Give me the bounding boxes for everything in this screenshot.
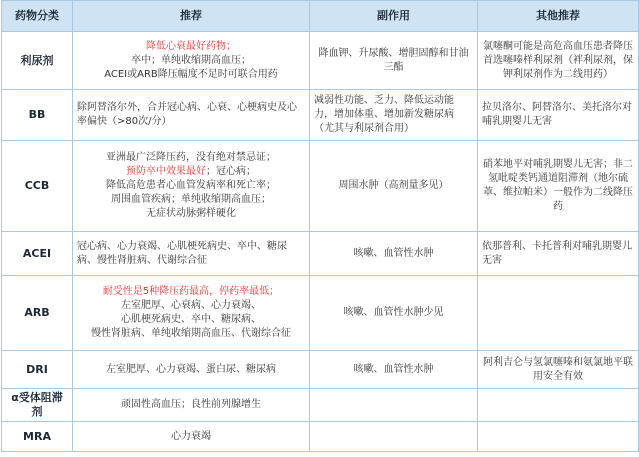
category-bb: BB [2, 90, 73, 141]
category-mra: MRA [2, 422, 73, 452]
side-effect-cell: 周围水肿（高剂量多见） [310, 141, 478, 232]
table-row [2, 351, 639, 389]
drug-table [1, 0, 639, 452]
header-side-effect: 副作用 [310, 1, 478, 32]
table-row [2, 232, 639, 276]
recommend-line: 心肌梗死病史、卒中、糖尿病、 [121, 314, 261, 325]
category-acei: ACEI [2, 232, 73, 276]
table-row [2, 276, 639, 351]
side-effect-cell: 咳嗽、血管性水肿 [310, 351, 478, 389]
recommend-cell: 左室肥厚、心力衰竭、蛋白尿、糖尿病 [73, 351, 310, 389]
recommend-cell: 顽固性高血压；良性前列腺增生 [73, 389, 310, 422]
recommend-cell: 冠心病、心力衰竭、心肌梗死病史、卒中、糖尿病、慢性肾脏病、代谢综合征 [73, 232, 310, 276]
recommend-line: 慢性肾脏病、单纯收缩期高血压、代谢综合征 [91, 328, 291, 339]
table-row [2, 32, 639, 90]
recommend-highlight: 耐受性是5种降压药最高，停药率最低； [102, 286, 280, 297]
recommend-line: 无症状动脉粥样硬化 [146, 208, 236, 219]
side-effect-cell [310, 422, 478, 452]
category-diuretic: 利尿剂 [2, 32, 73, 90]
category-arb: ARB [2, 276, 73, 351]
category-ccb: CCB [2, 141, 73, 232]
recommend-cell [73, 141, 310, 232]
table-row [2, 90, 639, 141]
recommend-highlight: 降低心衰最好药物； [146, 40, 236, 52]
other-cell: 硝苯地平对哺乳期婴儿无害；非二氢吡啶类钙通道阻滞剂（地尔硫䓬、维拉帕米）一般作为二线降压药 [478, 141, 639, 232]
table-row [2, 389, 639, 422]
side-effect-cell: 减弱性功能、乏力、降低运动能力，增加体重、增加新发糖尿病（尤其与利尿剂合用） [310, 90, 478, 141]
side-effect-cell: 降血钾、升尿酸、增胆固醇和甘油三酯 [310, 32, 478, 90]
other-cell [478, 422, 639, 452]
header-category: 药物分类 [2, 1, 73, 32]
recommend-line: 左室肥厚、心衰病、心力衰竭、 [121, 300, 261, 311]
side-effect-cell: 咳嗽、血管性水肿 [310, 232, 478, 276]
recommend-line: 周围血管疾病；单纯收缩期高血压； [111, 194, 271, 205]
category-dri: DRI [2, 351, 73, 389]
other-cell: 阿利吉仑与氢氯噻嗪和氨氯地平联用安全有效 [478, 351, 639, 389]
table-row [2, 141, 639, 232]
table-row [2, 422, 639, 452]
recommend-line: 卒中；单纯收缩期高血压； [131, 54, 251, 66]
recommend-cell [73, 32, 310, 90]
header-recommend: 推荐 [73, 1, 310, 32]
recommend-line: 降低高危患者心血管发病率和死亡率； [106, 180, 276, 191]
category-alpha-blocker: α受体阻滞剂 [2, 389, 73, 422]
header-row [2, 1, 639, 32]
header-other: 其他推荐 [478, 1, 639, 32]
recommend-highlight: 预防卒中效果最好 [126, 166, 206, 177]
recommend-cell: 除阿替洛尔外，合并冠心病、心衰、心梗病史及心率偏快（>80次/分） [73, 90, 310, 141]
other-cell [478, 389, 639, 422]
other-cell: 拉贝洛尔、阿替洛尔、美托洛尔对哺乳期婴儿无害 [478, 90, 639, 141]
other-cell: 氯噻酮可能是高危高血压患者降压首选噻嗪样利尿剂（袢利尿剂，保钾利尿剂作为二线用药） [478, 32, 639, 90]
other-cell: 依那普利、卡托普利对哺乳期婴儿无害 [478, 232, 639, 276]
side-effect-cell: 咳嗽、血管性水肿少见 [310, 276, 478, 351]
recommend-line-rest: ；冠心病； [206, 166, 256, 177]
recommend-cell [73, 276, 310, 351]
recommend-line: ACEI或ARB降压幅度不足时可联合用药 [104, 68, 278, 80]
recommend-cell: 心力衰竭 [73, 422, 310, 452]
recommend-line: 亚洲最广泛降压药，没有绝对禁忌证； [106, 152, 276, 163]
side-effect-cell [310, 389, 478, 422]
other-cell [478, 276, 639, 351]
recommend-line [77, 165, 305, 179]
